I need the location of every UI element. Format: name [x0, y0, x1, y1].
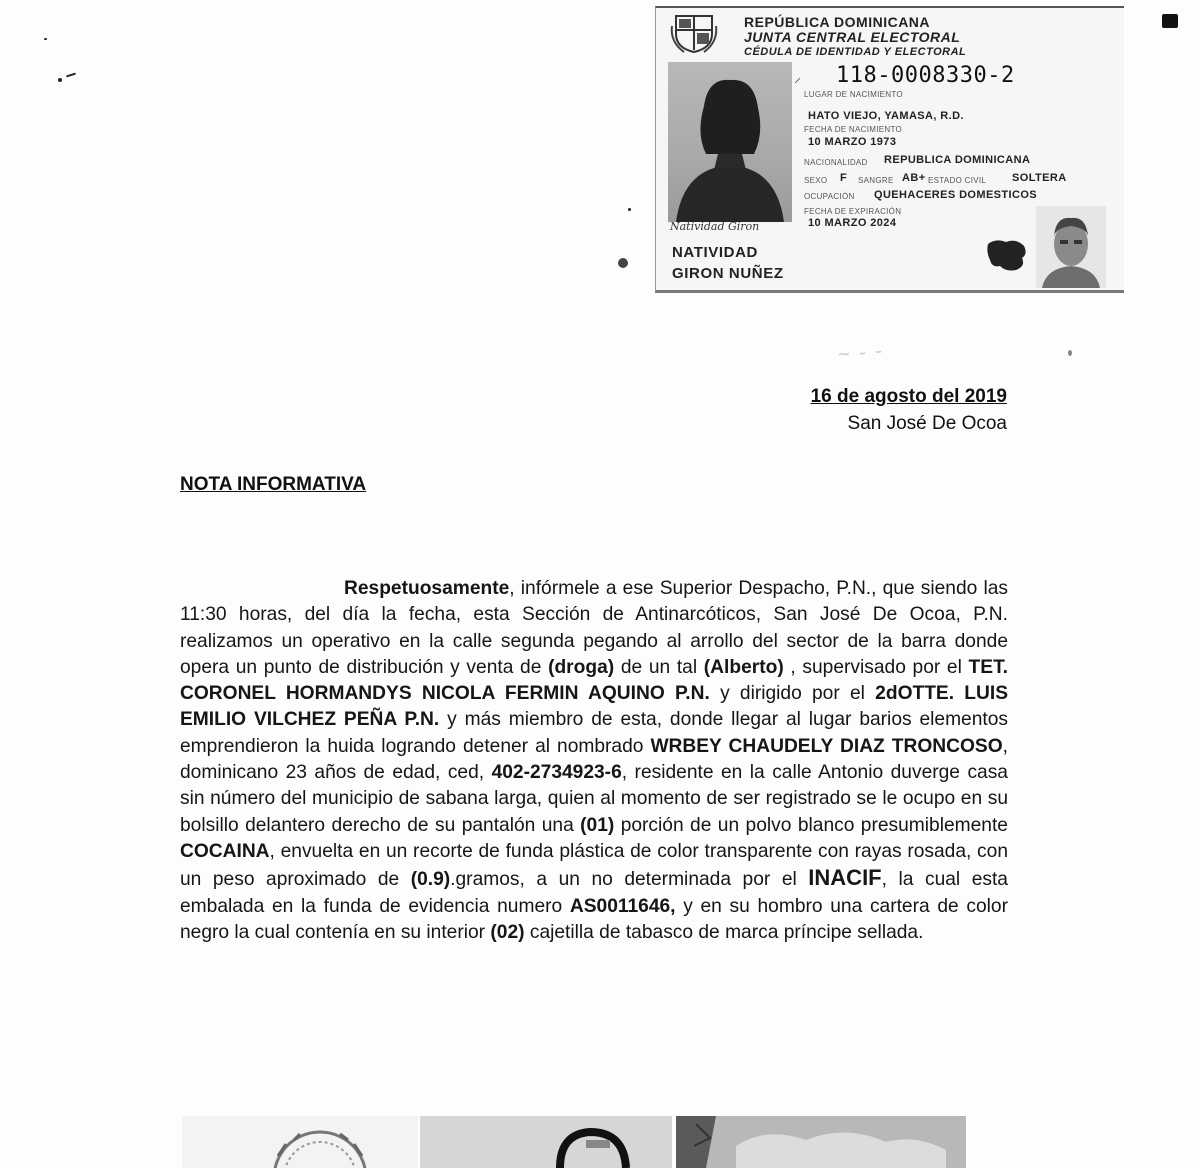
scan-speck — [618, 258, 628, 268]
body-emphasis: WRBEY CHAUDELY DIAZ TRONCOSO — [650, 735, 1003, 757]
letter-place: San José De Ocoa — [847, 413, 1007, 434]
body-emphasis: INACIF — [808, 865, 882, 891]
birthdate-value: 10 MARZO 1973 — [808, 136, 897, 148]
bag-strap-icon — [420, 1116, 672, 1168]
body-emphasis: (02) — [490, 921, 525, 943]
cedula-number: 118-0008330-2 — [836, 63, 1015, 88]
body-emphasis: (droga) — [548, 656, 615, 678]
sex-label: SEXO — [804, 176, 828, 185]
occupation-label: OCUPACIÓN — [804, 192, 855, 201]
body-emphasis: TET. CORONEL HORMANDYS NICOLA FERMIN AQUINO P.N. — [180, 656, 1008, 705]
body-emphasis: Respetuosamente — [344, 578, 510, 599]
civil-status-label: ESTADO CIVIL — [928, 176, 987, 185]
holder-name-line2: GIRON NUÑEZ — [672, 265, 784, 282]
ghost-photo-face — [1036, 206, 1106, 288]
body-emphasis: COCAINA — [180, 840, 270, 862]
holder-ghost-photo — [1036, 206, 1106, 288]
card-header-document-type: CÉDULA DE IDENTIDAD Y ELECTORAL — [744, 46, 967, 58]
scan-speck — [628, 208, 631, 211]
holder-silhouette — [668, 62, 792, 222]
check-mark: ⸝ — [794, 69, 801, 85]
body-emphasis: 402-2734923-6 — [491, 762, 622, 784]
evidence-photo-bag — [420, 1116, 672, 1168]
sex-value: F — [840, 172, 848, 184]
police-badge-icon — [182, 1116, 418, 1168]
birthdate-label: FECHA DE NACIMIENTO — [804, 125, 903, 134]
letter-body — [180, 576, 1008, 946]
letter-title: NOTA INFORMATIVA — [180, 474, 367, 495]
blood-label: SANGRE — [858, 176, 894, 185]
card-header-country: REPÚBLICA DOMINICANA — [744, 14, 931, 30]
body-text-run: y dirigido por el — [709, 683, 876, 705]
holder-name-line1: NATIVIDAD — [672, 244, 758, 261]
body-text-run: , supervisado por el — [783, 656, 969, 678]
evidence-photo-scene — [676, 1116, 966, 1168]
faint-stamp-mark: ~ - - — [836, 339, 886, 367]
body-text-run: , infórmele a ese Superior Despacho, P.N., que siendo las 11:30 horas, del día la fecha, esta Sección de Antinarcóticos, San José De Ocoa, P.N. realizamos un operativo en la calle segunda pegando al arrollo del sector de la barra donde opera un punto de distribución y venta de — [180, 578, 1008, 678]
body-text-run: de un tal — [614, 656, 704, 678]
birthplace-label: LUGAR DE NACIMIENTO — [804, 90, 903, 99]
body-text-run: y más miembro de esta, donde llegar al lugar barios elementos emprendieron la huida logrando detener al nombrado — [180, 709, 1008, 757]
scan-speck — [1068, 350, 1072, 356]
birthplace-value: HATO VIEJO, YAMASA, R.D. — [808, 110, 964, 122]
evidence-photo-emblem — [182, 1116, 418, 1168]
body-text-run: , la cual esta embalada en la funda de evidencia numero — [180, 869, 1008, 917]
body-emphasis: (01) — [580, 814, 615, 836]
nationality-value: REPUBLICA DOMINICANA — [884, 154, 1031, 166]
body-text-run: , dominicano 23 años de edad, ced, — [180, 735, 1008, 784]
scan-speck — [44, 38, 47, 40]
body-text-run: y en su hombro una cartera de color negro la cual contenía en su interior — [180, 895, 1008, 943]
card-header-institution: JUNTA CENTRAL ELECTORAL — [744, 29, 961, 45]
body-text-run: .gramos, a un no determinada por el — [450, 869, 809, 891]
civil-status-value: SOLTERA — [1012, 172, 1067, 184]
body-emphasis: (0.9) — [410, 869, 451, 891]
body-text-run: , residente en la calle Antonio duverge casa sin número del municipio de sabana larga, quien al momento de ser registrado se le ocupo en su bolsillo delantero derecho de su pantalón una — [180, 762, 1008, 836]
body-emphasis: 2dOTTE. LUIS EMILIO VILCHEZ PEÑA P.N. — [180, 683, 1009, 731]
dominican-republic-map-icon — [986, 236, 1028, 274]
holder-photo — [668, 62, 792, 222]
scene-foliage-icon — [676, 1116, 966, 1168]
identity-card-photocopy — [655, 6, 1124, 293]
occupation-value: QUEHACERES DOMESTICOS — [874, 189, 1038, 201]
body-emphasis: (Alberto) — [703, 656, 784, 678]
expiry-label: FECHA DE EXPIRACIÓN — [804, 207, 902, 216]
nationality-label: NACIONALIDAD — [804, 158, 868, 167]
scan-speck — [58, 78, 62, 82]
letter-date: 16 de agosto del 2019 — [810, 386, 1007, 407]
body-text-run: , envuelta en un recorte de funda plástica de color transparente con rayas rosada, con un peso aproximado de — [180, 840, 1008, 891]
holder-signature: Natividad Giron — [670, 220, 760, 233]
body-text-run: cajetilla de tabasco de marca príncipe sellada. — [524, 921, 924, 943]
body-emphasis: AS0011646, — [569, 895, 676, 917]
scan-speck — [66, 73, 76, 78]
expiry-value: 10 MARZO 2024 — [808, 217, 897, 229]
body-text-run: porción de un polvo blanco presumiblemente — [614, 814, 1008, 836]
blood-value: AB+ — [902, 172, 926, 184]
dominican-coat-of-arms-icon — [670, 12, 718, 54]
scan-speck — [1162, 14, 1178, 28]
